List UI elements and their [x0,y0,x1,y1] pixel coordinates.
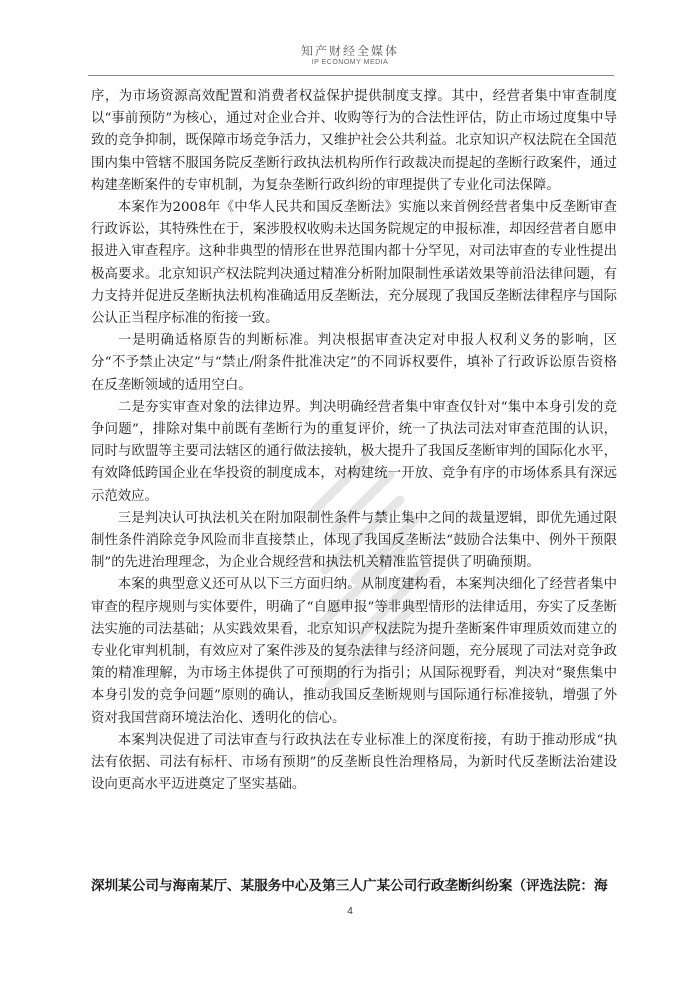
header-brand-cn: 知产财经全媒体 [300,44,399,58]
page-header [0,44,700,67]
article-body [91,86,617,797]
header-divider [88,75,614,76]
body-paragraph: 二是夯实审查对象的法律边界。判决明确经营者集中审查仅针对“集中本身引发的竞争问题”，排除对集中前既有垄断行为的重复评价，统一了执法司法对审查范围的认识，同时与欧盟等主要司法辖区的通行做法接轨，极大提升了我国反垄断审判的国际化水平，有效降低跨国企业在华投资的制度成本，对构建统一开放、竞争有序的市场体系具有深远示范效应。 [91,399,617,504]
body-paragraph: 三是判决认可执法机关在附加限制性条件与禁止集中之间的裁量逻辑，即优先通过限制性条件消除竞争风险而非直接禁止，体现了我国反垄断法“鼓励合法集中、例外干预限制”的先进治理理念，为企业合规经营和执法机关精准监管提供了明确预期。 [91,510,617,571]
header-brand-en: IP ECONOMY MEDIA [311,59,389,66]
body-paragraph: 本案判决促进了司法审查与行政执法在专业标准上的深度衔接，有助于推动形成“执法有依据、司法有标杆、市场有预期”的反垄断良性治理格局，为新时代反垄断法治建设设向更高水平迈进奠定了坚实基础。 [91,732,617,793]
body-paragraph: 本案作为2008年《中华人民共和国反垄断法》实施以来首例经营者集中反垄断审查行政诉讼，其特殊性在于，案涉股权收购未达国务院规定的申报标准，却因经营者自愿申报进入审查程序。这种非典型的情形在世界范围内都十分罕见，对司法审查的专业性提出极高要求。北京知识产权法院判决通过精准分析附加限制性承诺效果等前沿法律问题，有力支持并促进反垄断执法机构准确适用反垄断法，充分展现了我国反垄断法律程序与国际公认正当程序标准的衔接一致。 [91,200,617,327]
page-number: 4 [347,906,353,917]
body-paragraph: 本案的典型意义还可从以下三方面归纳。从制度建构看，本案判决细化了经营者集中审查的程序规则与实体要件，明确了“自愿申报”等非典型情形的法律适用，夯实了反垄断法实施的司法基础；从实践效果看，北京知识产权法院为提升垄断案件审理质效而建立的专业化审判机制，有效应对了案件涉及的复杂法律与经济问题，充分展现了司法对竞争政策的精准理解，为市场主体提供了可预期的行为指引；从国际视野看，判决对“聚焦集中本身引发的竞争问题”原则的确认，推动我国反垄断规则与国际通行标准接轨，增强了外资对我国营商环境法治化、透明化的信心。 [91,577,617,726]
body-paragraph: 一是明确适格原告的判断标准。判决根据审查决定对申报人权利义务的影响，区分“不予禁止决定”与“禁止/附条件批准决定”的不同诉权要件，填补了行政诉讼原告资格在反垄断领域的适用空白。 [91,333,617,393]
body-paragraph: 序，为市场资源高效配置和消费者权益保护提供制度支撑。其中，经营者集中审查制度以“事前预防”为核心，通过对企业合并、收购等行为的合法性评估，防止市场过度集中导致的竞争抑制，既保障市场竞争活力，又维护社会公共利益。北京知识产权法院在全国范围内集中管辖不服国务院反垄断行政执法机构所作行政裁决而提起的垄断行政案件，通过构建垄断案件的专审机制，为复杂垄断行政纠纷的审理提供了专业化司法保障。 [91,89,617,193]
section-title: 深圳某公司与海南某厅、某服务中心及第三人广某公司行政垄断纠纷案（评选法院：海 [91,878,608,894]
